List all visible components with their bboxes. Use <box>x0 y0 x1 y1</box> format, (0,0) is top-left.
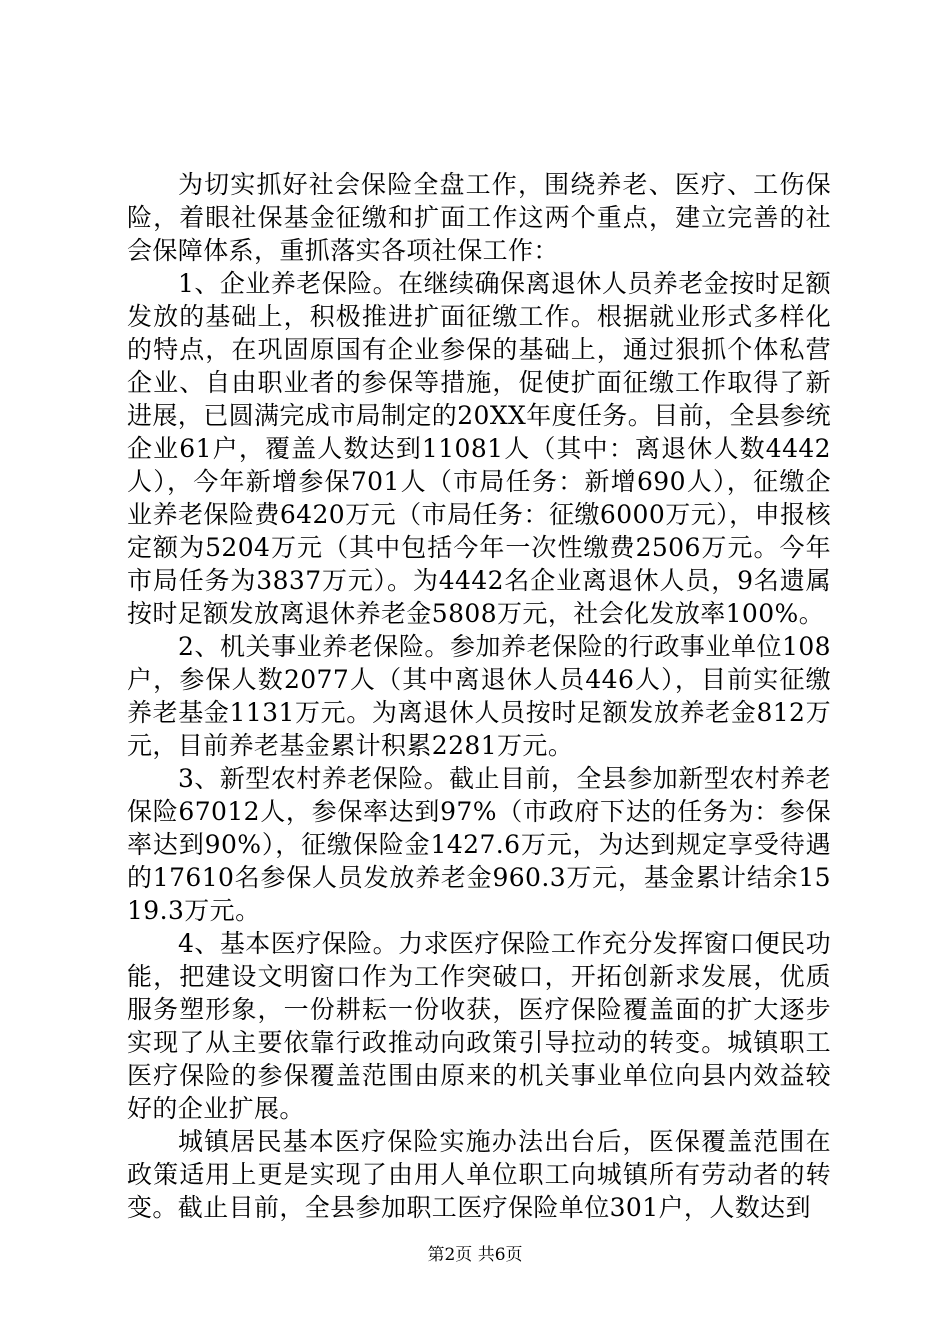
intro-paragraph: 为切实抓好社会保险全盘工作，围绕养老、医疗、工伤保险，着眼社保基金征缴和扩面工作这两个重点，建立完善的社会保障体系，重抓落实各项社保工作： <box>127 170 831 265</box>
document-body <box>127 168 831 1224</box>
urban-resident-medical-paragraph: 城镇居民基本医疗保险实施办法出台后，医保覆盖范围在政策适用上更是实现了由用人单位职工向城镇所有劳动者的转变。截止目前，全县参加职工医疗保险单位301户，人数达到 <box>127 1127 831 1222</box>
institution-pension-paragraph: 2、机关事业养老保险。参加养老保险的行政事业单位108户，参保人数2077人（其中离退休人员446人），目前实征缴养老基金1131万元。为离退休人员按时足额发放养老金812万元，目前养老基金累计积累2281万元。 <box>127 632 831 760</box>
medical-insurance-paragraph: 4、基本医疗保险。力求医疗保险工作充分发挥窗口便民功能，把建设文明窗口作为工作突破口，开拓创新求发展，优质服务塑形象，一份耕耘一份收获，医疗保险覆盖面的扩大逐步实现了从主要依靠行政推动向政策引导拉动的转变。城镇职工医疗保险的参保覆盖范围由原来的机关事业单位向县内效益较好的企业扩展。 <box>127 929 831 1123</box>
page-number-footer: 第2页 共6页 <box>427 1245 523 1265</box>
enterprise-pension-paragraph: 1、企业养老保险。在继续确保离退休人员养老金按时足额发放的基础上，积极推进扩面征缴工作。根据就业形式多样化的特点，在巩固原国有企业参保的基础上，通过狠抓个体私营企业、自由职业者的参保等措施，促使扩面征缴工作取得了新进展，已圆满完成市局制定的20XX年度任务。目前，全县参统企业61户，覆盖人数达到11081人（其中：离退休人数4442人），今年新增参保701人（市局任务：新增690人），征缴企业养老保险费6420万元（市局任务：征缴6000万元），申报核定额为5204万元（其中包括今年一次性缴费2506万元。今年市局任务为3837万元）。为4442名企业离退休人员，9名遗属按时足额发放离退休养老金5808万元，社会化发放率100%。 <box>127 269 832 628</box>
rural-pension-paragraph: 3、新型农村养老保险。截止目前，全县参加新型农村养老保险67012人，参保率达到97%（市政府下达的任务为：参保率达到90%），征缴保险金1427.6万元，为达到规定享受待遇的17610名参保人员发放养老金960.3万元，基金累计结余1519.3万元。 <box>127 764 831 925</box>
